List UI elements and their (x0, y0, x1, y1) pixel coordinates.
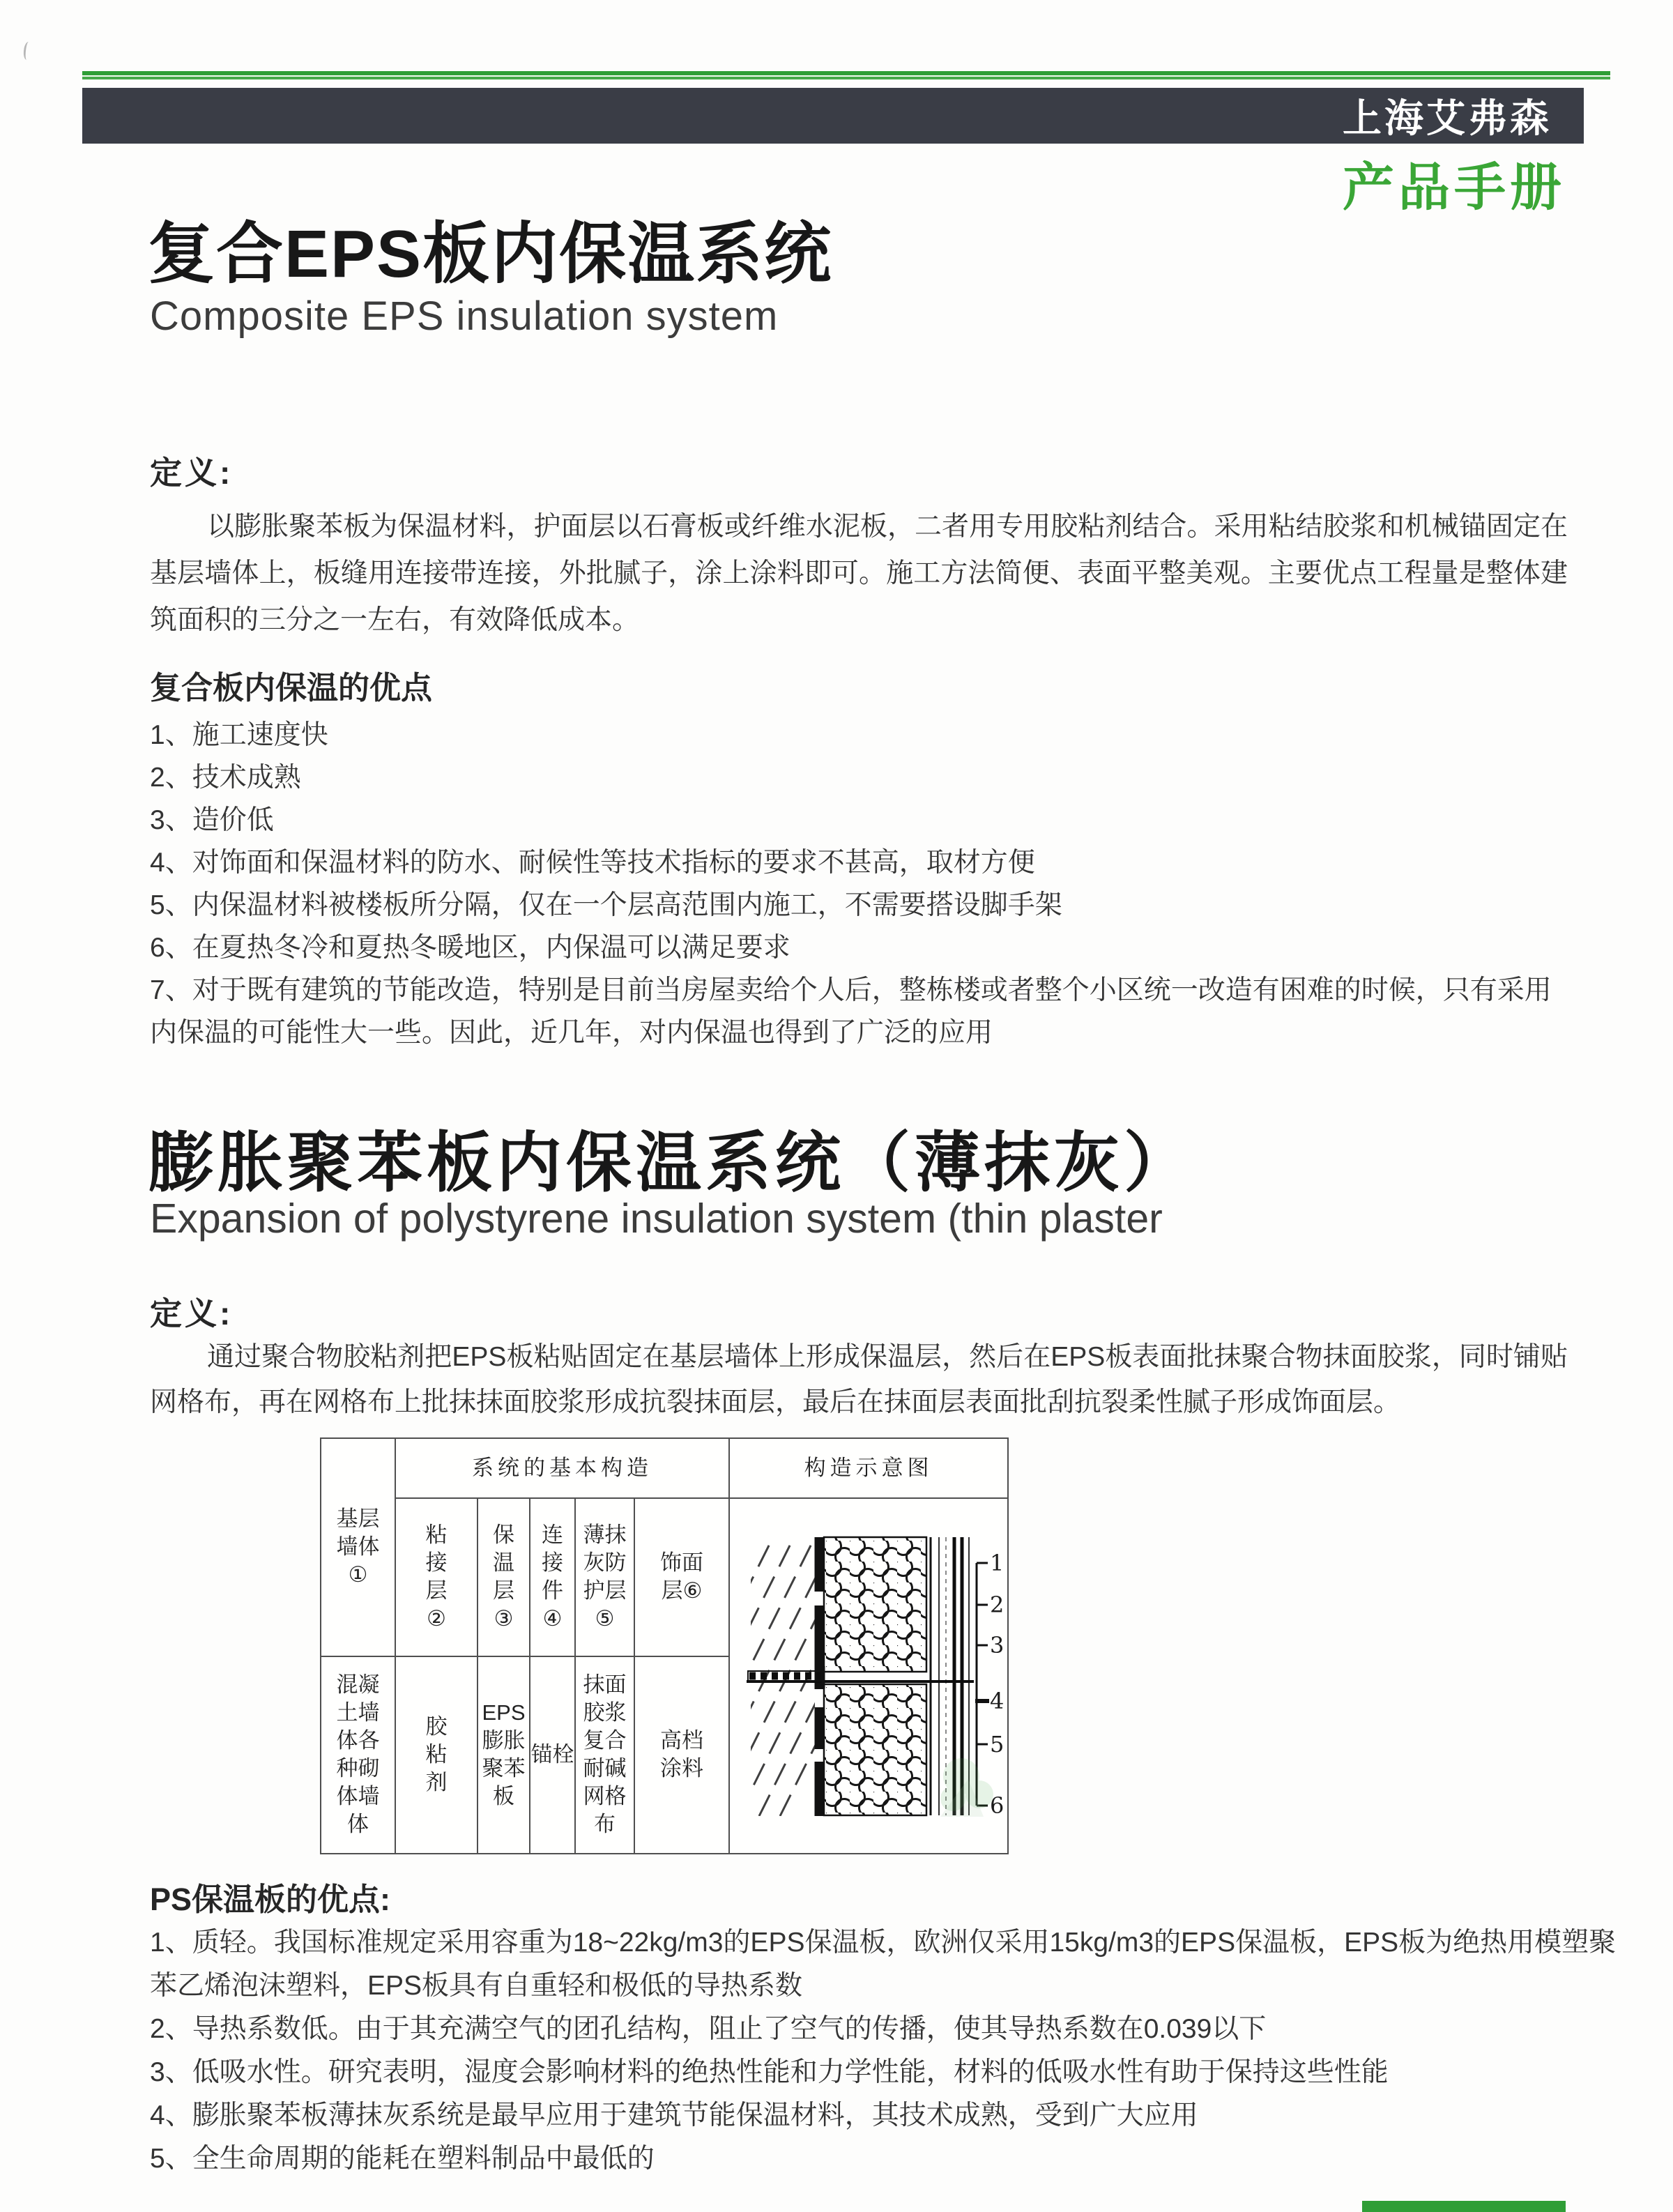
cell-insulation-layer-body: EPS膨胀聚苯板 (478, 1656, 530, 1854)
cell-finish-layer-header: 饰面层⑥ (634, 1498, 729, 1656)
section1-advantages-list (150, 714, 1572, 1054)
cell-diagram-header: 构造示意图 (729, 1438, 1008, 1498)
brand-bar (82, 88, 1584, 144)
cell-base-wall-body: 混凝土墙体各种砌体墙体 (321, 1656, 395, 1854)
cell-system-construction-header: 系统的基本构造 (395, 1438, 729, 1498)
section1-title-en: Composite EPS insulation system (150, 293, 779, 339)
cell-base-wall-header: 基层墙体① (321, 1438, 395, 1656)
section2-definition-label: 定义: (150, 1295, 234, 1332)
diagram-number-labels (990, 1550, 1004, 1819)
list-item: 5、内保温材料被楼板所分隔，仅在一个层高范围内施工，不需要搭设脚手架 (150, 890, 1062, 920)
section1-definition-label: 定义: (150, 455, 234, 491)
diagram-label-6: 6 (990, 1792, 1004, 1819)
list-item: 2、导热系数低。由于其充满空气的团孔结构，阻止了空气的传播，使其导热系数在0.039以下 (150, 2014, 1267, 2044)
list-item: 4、膨胀聚苯板薄抹灰系统是最早应用于建筑节能保温材料，其技术成熟，受到广大应用 (150, 2100, 1198, 2130)
section2-title-en: Expansion of polystyrene insulation system (thin plaster (150, 1196, 1163, 1242)
cell-connector-header: 连接件④ (530, 1498, 575, 1656)
list-item: 4、对饰面和保温材料的防水、耐候性等技术指标的要求不甚高，取材方便 (150, 848, 1035, 878)
list-item: 2、技术成熟 (150, 763, 301, 793)
section2-title-zh: 膨胀聚苯板内保温系统（薄抹灰） (148, 1126, 1194, 1199)
list-item: 1、施工速度快 (150, 720, 328, 750)
cell-thin-plaster-header: 薄抹灰防护层⑤ (575, 1498, 634, 1656)
cell-thin-plaster-body: 抹面胶浆复合耐碱网格布 (575, 1656, 634, 1854)
brand-name: 上海艾弗森 (1343, 96, 1552, 140)
section1-title-zh: 复合EPS板内保温系统 (148, 217, 833, 291)
section1-definition-paragraph: 以膨胀聚苯板为保温材料，护面层以石膏板或纤维水泥板，二者用专用胶粘剂结合。采用粘结胶浆和机械锚固定在基层墙体上，板缝用连接带连接，外批腻子，涂上涂料即可。施工方法简便、表面平整美观。主要优点工程量是整体建筑面积的三分之一左右，有效降低成本。 (150, 512, 1568, 635)
diagram-label-4: 4 (990, 1688, 1004, 1714)
diagram-label-3: 3 (990, 1632, 1004, 1658)
eps-board-bottom (824, 1684, 926, 1815)
eps-board-top (824, 1537, 926, 1672)
list-item: 3、造价低 (150, 805, 274, 835)
diagram-label-2: 2 (990, 1592, 1004, 1618)
section1-advantages-title: 复合板内保温的优点 (150, 670, 433, 705)
diagram-label-5: 5 (990, 1731, 1004, 1757)
cell-bond-layer-body: 胶粘剂 (395, 1656, 478, 1854)
diagram-label-1: 1 (990, 1550, 1004, 1576)
list-item: 6、在夏热冬冷和夏热冬暖地区，内保温可以满足要求 (150, 933, 790, 963)
ps-advantages-list (150, 1921, 1621, 2181)
section2-definition-paragraph: 通过聚合物胶粘剂把EPS板粘贴固定在基层墙体上形成保温层，然后在EPS板表面批抹聚合物抹面胶浆，同时铺贴网格布，再在网格布上批抹抹面胶浆形成抗裂抹面层，最后在抹面层表面批刮抗裂柔性腻子形成饰面层。 (150, 1342, 1568, 1417)
cell-connector-body: 锚栓 (530, 1656, 575, 1854)
diagram-cell (729, 1498, 1008, 1854)
cell-bond-layer-header: 粘接层② (395, 1498, 478, 1656)
header-green-rule (82, 71, 1610, 79)
footer-green-bar (1362, 2201, 1566, 2212)
cell-finish-layer-body: 高档涂料 (634, 1656, 729, 1854)
list-item: 7、对于既有建筑的节能改造，特别是目前当房屋卖给个人后，整栋楼或者整个小区统一改造有困难的时候，只有采用内保温的可能性大一些。因此，近几年，对内保温也得到了广泛的应用 (150, 975, 1552, 1048)
list-item: 5、全生命周期的能耗在塑料制品中最低的 (150, 2144, 655, 2174)
construction-diagram (731, 1499, 1006, 1846)
list-item: 3、低吸水性。研究表明，湿度会影响材料的绝热性能和力学性能，材料的低吸水性有助于保持这些性能 (150, 2057, 1389, 2087)
construction-table (320, 1437, 1009, 1854)
list-item: 1、质轻。我国标准规定采用容重为18~22kg/m3的EPS保温板，欧洲仅采用15kg/m3的EPS保温板，EPS板为绝热用模塑聚苯乙烯泡沫塑料，EPS板具有自重轻和极低的导热系数 (150, 1928, 1617, 2001)
manual-label: 产品手册 (1343, 158, 1566, 216)
cell-insulation-layer-header: 保温层③ (478, 1498, 530, 1656)
scan-artifact-mark (23, 41, 33, 60)
ps-advantages-title: PS保温板的优点: (150, 1882, 391, 1917)
